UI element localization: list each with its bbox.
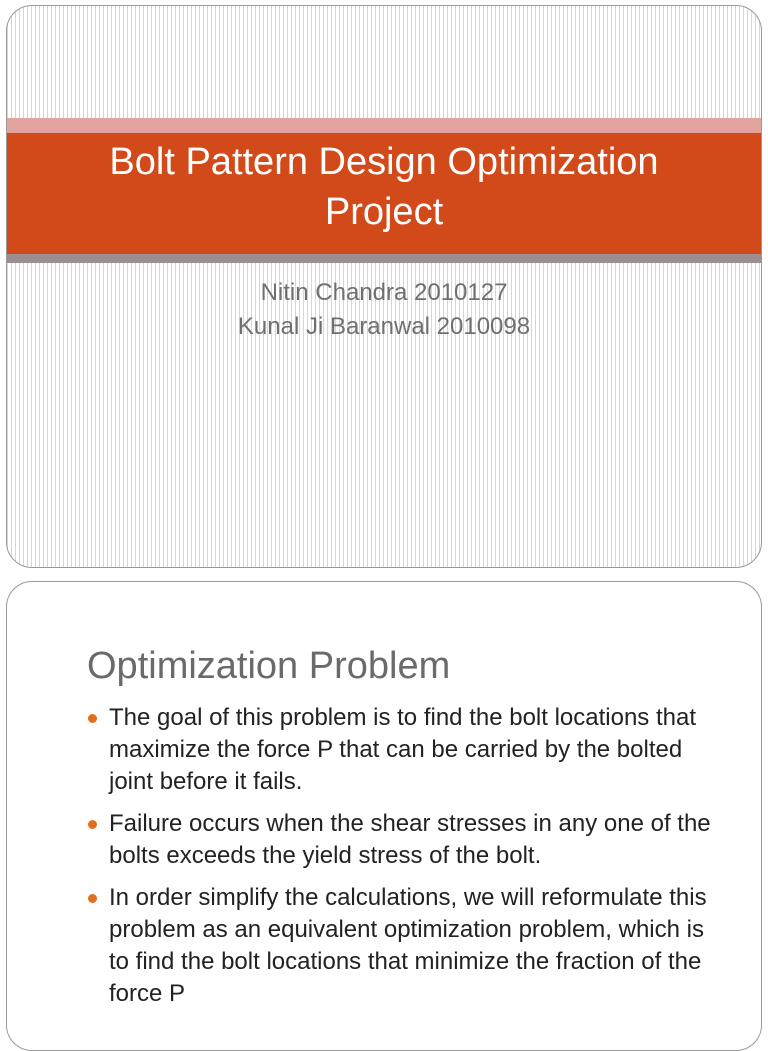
bullet-item — [87, 882, 727, 1010]
bullet-item — [87, 702, 727, 798]
author-list — [7, 276, 761, 344]
author-line: Kunal Ji Baranwal 2010098 — [237, 313, 531, 340]
bullet-text: The goal of this problem is to find the bolt locations that maximize the force P that can be carried by the bolted joint before it fails. — [109, 704, 697, 795]
author-line: Nitin Chandra 2010127 — [260, 279, 508, 306]
title-band-bottom-stripe — [7, 254, 761, 263]
bullet-text: Failure occurs when the shear stresses in any one of the bolts exceeds the yield stress of the bolt. — [109, 810, 711, 869]
bullet-dot-icon — [88, 820, 97, 829]
slide-title — [7, 137, 761, 237]
title-slide — [6, 5, 762, 568]
bullet-item — [87, 808, 727, 872]
bullet-list — [87, 702, 727, 1020]
slide-title-line-1: Bolt Pattern Design Optimization — [109, 141, 659, 183]
bullet-dot-icon — [88, 894, 97, 903]
content-slide — [6, 581, 762, 1051]
bullet-text: In order simplify the calculations, we will reformulate this problem as an equivalent optimization problem, which is to find the bolt locations that minimize the fraction of the force P — [109, 884, 707, 1007]
slide-title-line-2: Project — [324, 191, 444, 233]
title-band-top-stripe — [7, 118, 761, 133]
slide-heading: Optimization Problem — [87, 645, 451, 687]
bullet-dot-icon — [88, 714, 97, 723]
